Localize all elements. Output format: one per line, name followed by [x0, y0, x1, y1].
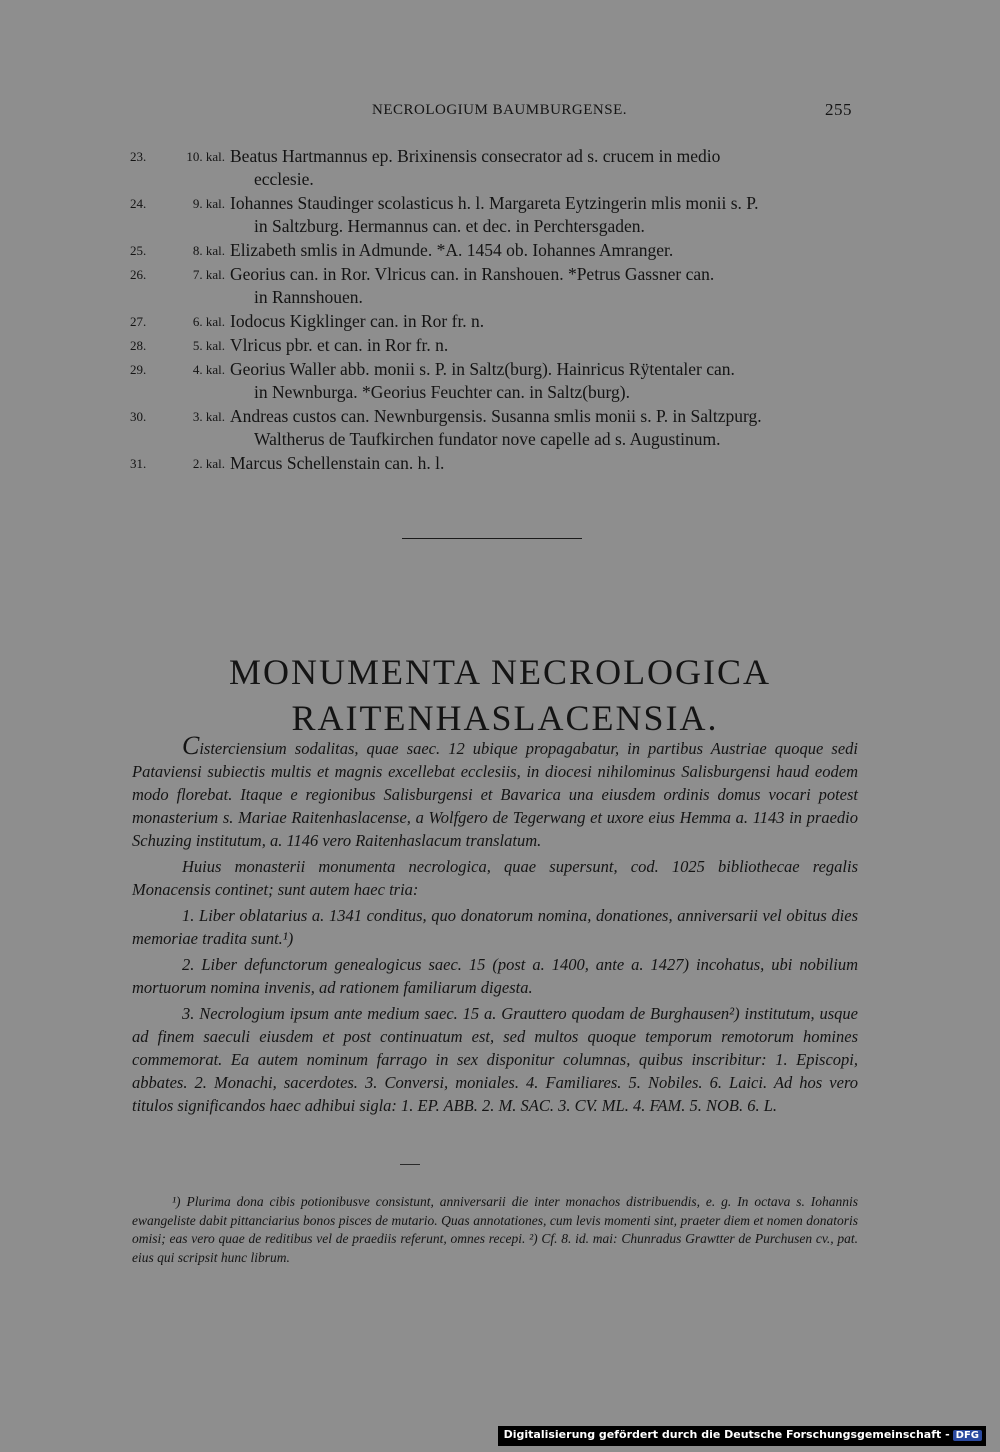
entry-kal: 4. kal.	[192, 362, 225, 377]
entry-text: Iohannes Staudinger scolasticus h. l. Margareta Eytzingerin mlis monii s. P.	[230, 193, 759, 213]
entry-day: 26.	[130, 267, 147, 282]
entry-24	[0, 192, 1000, 239]
paragraph-2: Huius monasterii monumenta necrologica, quae supersunt, cod. 1025 bibliothecae regalis Monacensis continet; sunt autem haec tria:	[132, 857, 858, 899]
entry-23	[0, 145, 1000, 192]
initial-letter: C	[182, 731, 200, 760]
entry-kal: 2. kal.	[192, 456, 225, 471]
intro-text	[132, 731, 858, 1120]
entry-text: Georius can. in Ror. Vlricus can. in Ranshouen. *Petrus Gassner can.	[230, 264, 715, 284]
entry-text-cont: ecclesie.	[254, 169, 314, 189]
entry-kal: 6. kal.	[192, 314, 225, 329]
running-head	[0, 102, 1000, 126]
section-title-line-2: RAITENHASLACENSIA.	[291, 698, 719, 739]
paragraph-5: 3. Necrologium ipsum ante medium saec. 15 a. Grauttero quodam de Burghausen²) institutum, usque ad finem saeculi eiusdem et post continuatum est, sed multos quoque temporum remotorum homines commemorat. Ea autem nominum farrago in sex disponitur columnas, quibus inscribitur: 1. Episcopi, abbates. 2. Monachi, sacerdotes. 3. Conversi, moniales. 4. Familiares. 5. Nobiles. 6. Laici. Ad hos vero titulos significandos haec adhibui sigla: 1. EP. ABB. 2. M. SAC. 3. CV. ML. 4. FAM. 5. NOB. 6. L.	[132, 1004, 858, 1115]
footnote-text: ¹) Plurima dona cibis potionibusve consistunt, anniversarii die inter monachos distribuendis, e. g. In octava s. Iohannis ewangeliste dabit pittanciarius bonos pisces de mutario. Quas annotationes, cum levis momenti sint, praeter diem et nomen donatoris omisi; eas vero quae de reditibus vel de praediis referunt, omnes recepi. ²) Cf. 8. id. mai: Chunradus Grawtter de Purchusen cv., pat. eius qui scripsit hunc librum.	[132, 1194, 858, 1265]
dfg-logo: DFG	[953, 1430, 982, 1441]
entry-31	[0, 452, 1000, 476]
footnotes	[132, 1193, 858, 1267]
entry-text: Beatus Hartmannus ep. Brixinensis consecrator ad s. crucem in medio	[230, 146, 721, 166]
paragraph-1-text: isterciensium sodalitas, quae saec. 12 ubique propagabatur, in partibus Austriae quoque sedi Pataviensi subiectis multis et magnis excellebat ecclesiis, in diocesi nihilominus Salisburgensi haud eodem modo florebat. Itaque e regionibus Salisburgensi et Bavarica una eiusdem ordinis domus vocari potest monasterium s. Mariae Raitenhaslacense, a Wolfgero de Tegerwang et uxore eius Hemma a. 1143 in praedio Schuzing institutum, a. 1146 vero Raitenhaslacum translatum.	[132, 739, 858, 850]
paragraph-4: 2. Liber defunctorum genealogicus saec. 15 (post a. 1400, ante a. 1427) incohatus, ubi nobilium mortuorum nomina invenis, ad rationem familiarum digesta.	[132, 955, 858, 997]
section-divider	[402, 538, 582, 539]
entry-text-cont: Waltherus de Taufkirchen fundator nove capelle ad s. Augustinum.	[254, 429, 721, 449]
entry-text: Vlricus pbr. et can. in Ror fr. n.	[230, 335, 449, 355]
entry-day: 24.	[130, 196, 147, 211]
entry-text: Marcus Schellenstain can. h. l.	[230, 453, 445, 473]
entry-day: 25.	[130, 243, 147, 258]
running-head-title: NECROLOGIUM BAUMBURGENSE.	[372, 102, 628, 118]
entry-28	[0, 334, 1000, 358]
footnote-divider	[400, 1164, 420, 1165]
entry-day: 23.	[130, 149, 147, 164]
entry-text: Iodocus Kigklinger can. in Ror fr. n.	[230, 311, 485, 331]
entry-text-cont: in Saltzburg. Hermannus can. et dec. in Perchtersgaden.	[254, 216, 645, 236]
entry-kal: 8. kal.	[192, 243, 225, 258]
entry-text: Andreas custos can. Newnburgensis. Susanna smlis monii s. P. in Saltzpurg.	[230, 406, 762, 426]
entry-25	[0, 239, 1000, 263]
entry-kal: 3. kal.	[192, 409, 225, 424]
section-title	[0, 649, 1000, 741]
entry-day: 30.	[130, 409, 147, 424]
entry-kal: 5. kal.	[192, 338, 225, 353]
page-number: 255	[825, 100, 852, 119]
entry-kal: 7. kal.	[192, 267, 225, 282]
entry-text-cont: in Rannshouen.	[254, 287, 363, 307]
entry-day: 31.	[130, 456, 147, 471]
entry-text: Georius Waller abb. monii s. P. in Saltz(burg). Hainricus Rÿtentaler can.	[230, 359, 735, 379]
entry-29	[0, 358, 1000, 405]
necrology-entries	[0, 145, 1000, 476]
entry-30	[0, 405, 1000, 452]
paragraph-1	[132, 731, 858, 852]
entry-kal: 9. kal.	[192, 196, 225, 211]
entry-text: Elizabeth smlis in Admunde. *A. 1454 ob. Iohannes Amranger.	[230, 240, 674, 260]
entry-day: 27.	[130, 314, 147, 329]
entry-kal: 10. kal.	[186, 149, 225, 164]
credit-text: Digitalisierung gefördert durch die Deutsche Forschungsgemeinschaft -	[503, 1428, 950, 1441]
entry-27	[0, 310, 1000, 334]
entry-26	[0, 263, 1000, 310]
section-title-line-1: MONUMENTA NECROLOGICA	[228, 652, 772, 693]
entry-day: 28.	[130, 338, 147, 353]
digitization-credit	[498, 1426, 986, 1446]
paragraph-3: 1. Liber oblatarius a. 1341 conditus, quo donatorum nomina, donationes, anniversarii vel obitus dies memoriae tradita sunt.¹)	[132, 906, 858, 948]
entry-text-cont: in Newnburga. *Georius Feuchter can. in Saltz(burg).	[254, 382, 630, 402]
entry-day: 29.	[130, 362, 147, 377]
